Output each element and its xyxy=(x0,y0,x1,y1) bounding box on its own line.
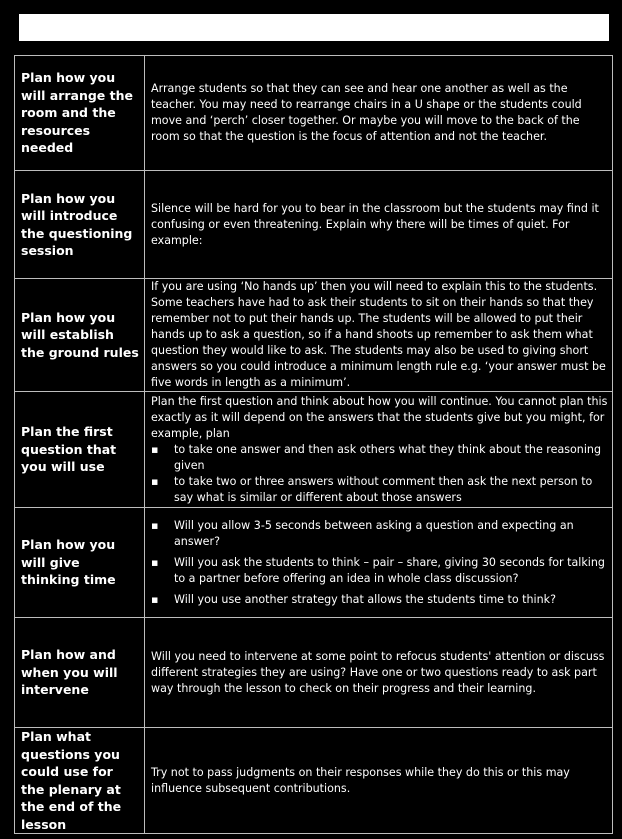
row-content: Will you need to intervene at some point to refocus students' attention or discuss different strategies they are using? Have one or two questions ready to ask part way through the lesson to check on their progress and their learning. xyxy=(145,618,613,728)
bullet-item: ▪ to take one answer and then ask others what they think about the reasoning given xyxy=(151,442,608,474)
table-row xyxy=(15,728,613,834)
row-content: Try not to pass judgments on their responses while they do this or this may influence subsequent contributions. xyxy=(145,728,613,834)
table-row xyxy=(15,508,613,618)
row-label: Plan the first question that you will use xyxy=(15,392,145,508)
row-label: Plan how you will introduce the questioning session xyxy=(15,171,145,279)
row-label: Plan what questions you could use for the plenary at the end of the lesson xyxy=(15,728,145,834)
table-row xyxy=(15,56,613,171)
bullet-list xyxy=(151,442,608,506)
row-content: Arrange students so that they can see and hear one another as well as the teacher. You may need to rearrange chairs in a U shape or the students could move and ‘perch’ closer together. Or maybe you will move to the back of the room so that the question is the focus of attention and not the teacher. xyxy=(145,56,613,171)
row-label: Plan how you will arrange the room and the resources needed xyxy=(15,56,145,171)
bullet-item: ▪ Will you allow 3-5 seconds between asking a question and expecting an answer? xyxy=(151,518,608,550)
table-row xyxy=(15,279,613,392)
row-label: Plan how you will establish the ground rules xyxy=(15,279,145,392)
row-content: If you are using ‘No hands up’ then you will need to explain this to the students. Some teachers have had to ask their students to sit on their hands so that they remember not to put their hands up. The students will be allowed to put their hands up to ask a question, so if a hand shoots up remember to ask them what question they would like to ask. The students may also be used to giving short answers so you could introduce a minimum length rule e.g. ‘your answer must be five words in length as a minimum’. xyxy=(145,279,613,392)
bullet-item: ▪ to take two or three answers without comment then ask the next person to say what is similar or different about those answers xyxy=(151,474,608,506)
row-label: Plan how and when you will intervene xyxy=(15,618,145,728)
table-row xyxy=(15,618,613,728)
bullet-item: ▪ Will you ask the students to think – pair – share, giving 30 seconds for talking to a partner before offering an idea in whole class discussion? xyxy=(151,555,608,587)
table-row xyxy=(15,392,613,508)
row-content xyxy=(145,392,613,508)
row-content: Silence will be hard for you to bear in the classroom but the students may find it confusing or even threatening. Explain why there will be times of quiet. For example: xyxy=(145,171,613,279)
row-label: Plan how you will give thinking time xyxy=(15,508,145,618)
row-intro-text: Plan the first question and think about how you will continue. You cannot plan this exactly as it will depend on the answers that the students give but you might, for example, plan xyxy=(151,394,608,440)
table-row xyxy=(15,171,613,279)
title-box xyxy=(19,14,609,41)
row-content xyxy=(145,508,613,618)
bullet-item: ▪ Will you use another strategy that allows the students time to think? xyxy=(151,592,608,608)
bullet-list xyxy=(151,518,608,608)
planning-table xyxy=(14,55,613,834)
